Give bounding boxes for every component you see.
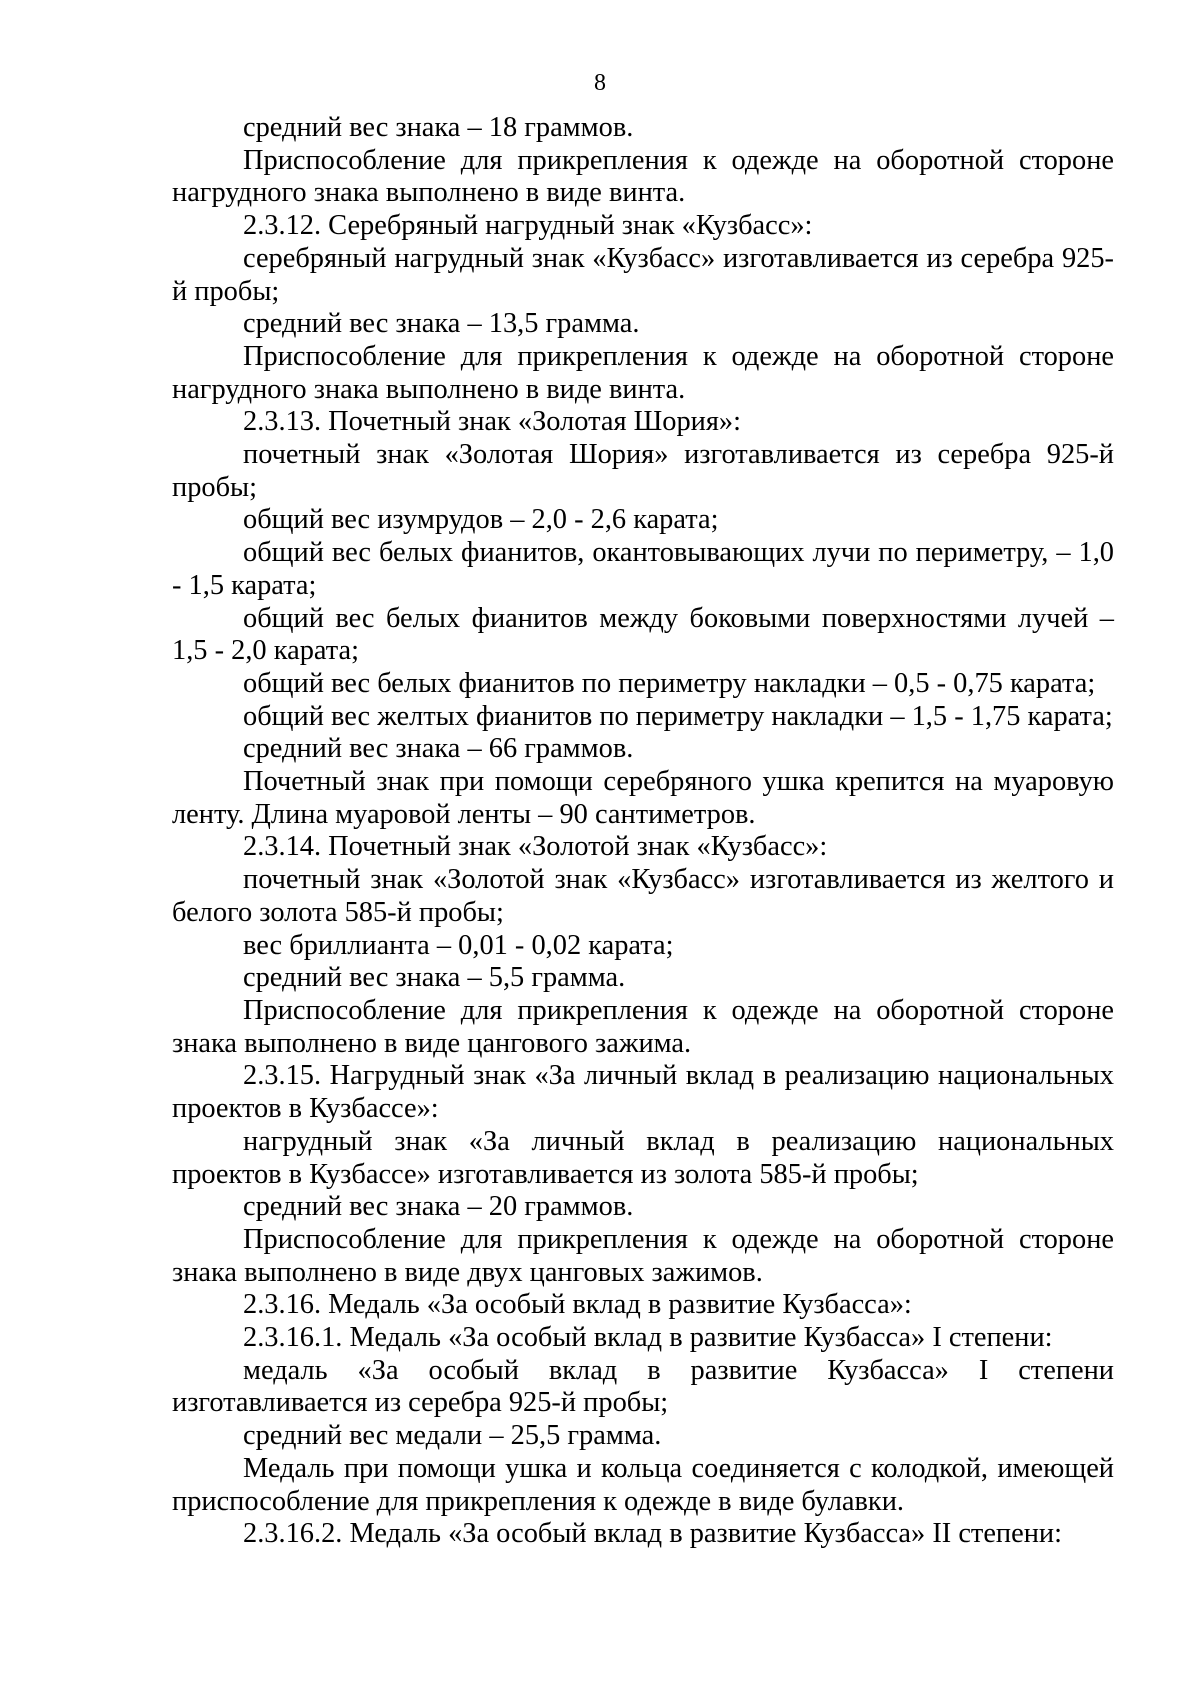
paragraph: средний вес знака – 13,5 грамма. [243, 308, 640, 340]
paragraph: средний вес знака – 66 граммов. [243, 733, 634, 765]
paragraph: Приспособление для прикрепления к одежде на оборотной стороне нагрудного знака выполнено в виде винта. [172, 144, 1114, 209]
paragraph: Медаль при помощи ушка и кольца соединяется с колодкой, имеющей приспособление для прикрепления к одежде в виде булавки. [172, 1452, 1114, 1517]
paragraph: Приспособление для прикрепления к одежде на оборотной стороне нагрудного знака выполнено в виде винта. [172, 340, 1114, 405]
section-heading: 2.3.15. Нагрудный знак «За личный вклад в реализацию национальных проектов в Кузбассе»: [172, 1060, 1114, 1125]
section-heading: 2.3.14. Почетный знак «Золотой знак «Кузбасс»: [243, 831, 828, 863]
page-number: 8 [594, 70, 606, 96]
paragraph: вес бриллианта – 0,01 - 0,02 карата; [243, 929, 674, 961]
document-body [172, 112, 1114, 1551]
section-heading: 2.3.12. Серебряный нагрудный знак «Кузбасс»: [243, 210, 813, 242]
section-heading: 2.3.13. Почетный знак «Золотая Шория»: [243, 406, 741, 438]
section-heading: 2.3.16.2. Медаль «За особый вклад в развитие Кузбасса» II степени: [243, 1518, 1063, 1550]
paragraph: общий вес изумрудов – 2,0 - 2,6 карата; [243, 504, 719, 536]
paragraph: средний вес знака – 20 граммов. [243, 1191, 634, 1223]
paragraph: медаль «За особый вклад в развитие Кузбасса» I степени изготавливается из серебра 925-й пробы; [172, 1354, 1114, 1419]
paragraph: почетный знак «Золотая Шория» изготавливается из серебра 925-й пробы; [172, 439, 1114, 503]
paragraph: серебряный нагрудный знак «Кузбасс» изготавливается из серебра 925-й пробы; [172, 242, 1114, 307]
paragraph: средний вес медали – 25,5 грамма. [243, 1420, 662, 1452]
paragraph: нагрудный знак «За личный вклад в реализацию национальных проектов в Кузбассе» изготавливается из золота 585-й пробы; [172, 1125, 1114, 1190]
paragraph: Приспособление для прикрепления к одежде на оборотной стороне знака выполнено в виде цангового зажима. [172, 994, 1114, 1059]
paragraph: общий вес белых фианитов по периметру накладки – 0,5 - 0,75 карата; [243, 667, 1096, 699]
paragraph: общий вес желтых фианитов по периметру накладки – 1,5 - 1,75 карата; [243, 700, 1113, 732]
paragraph: Приспособление для прикрепления к одежде на оборотной стороне знака выполнено в виде двух цанговых зажимов. [172, 1223, 1114, 1288]
paragraph: общий вес белых фианитов между боковыми поверхностями лучей – 1,5 - 2,0 карата; [172, 602, 1114, 667]
paragraph: средний вес знака – 5,5 грамма. [243, 962, 626, 994]
paragraph: почетный знак «Золотой знак «Кузбасс» изготавливается из желтого и белого золота 585-й пробы; [172, 864, 1114, 928]
paragraph: средний вес знака – 18 граммов. [243, 112, 634, 143]
section-heading: 2.3.16. Медаль «За особый вклад в развитие Кузбасса»: [243, 1289, 912, 1321]
paragraph: общий вес белых фианитов, окантовывающих лучи по периметру, – 1,0 - 1,5 карата; [172, 537, 1114, 601]
section-heading: 2.3.16.1. Медаль «За особый вклад в развитие Кузбасса» I степени: [243, 1322, 1053, 1354]
paragraph: Почетный знак при помощи серебряного ушка крепится на муаровую ленту. Длина муаровой ленты – 90 сантиметров. [172, 766, 1114, 830]
